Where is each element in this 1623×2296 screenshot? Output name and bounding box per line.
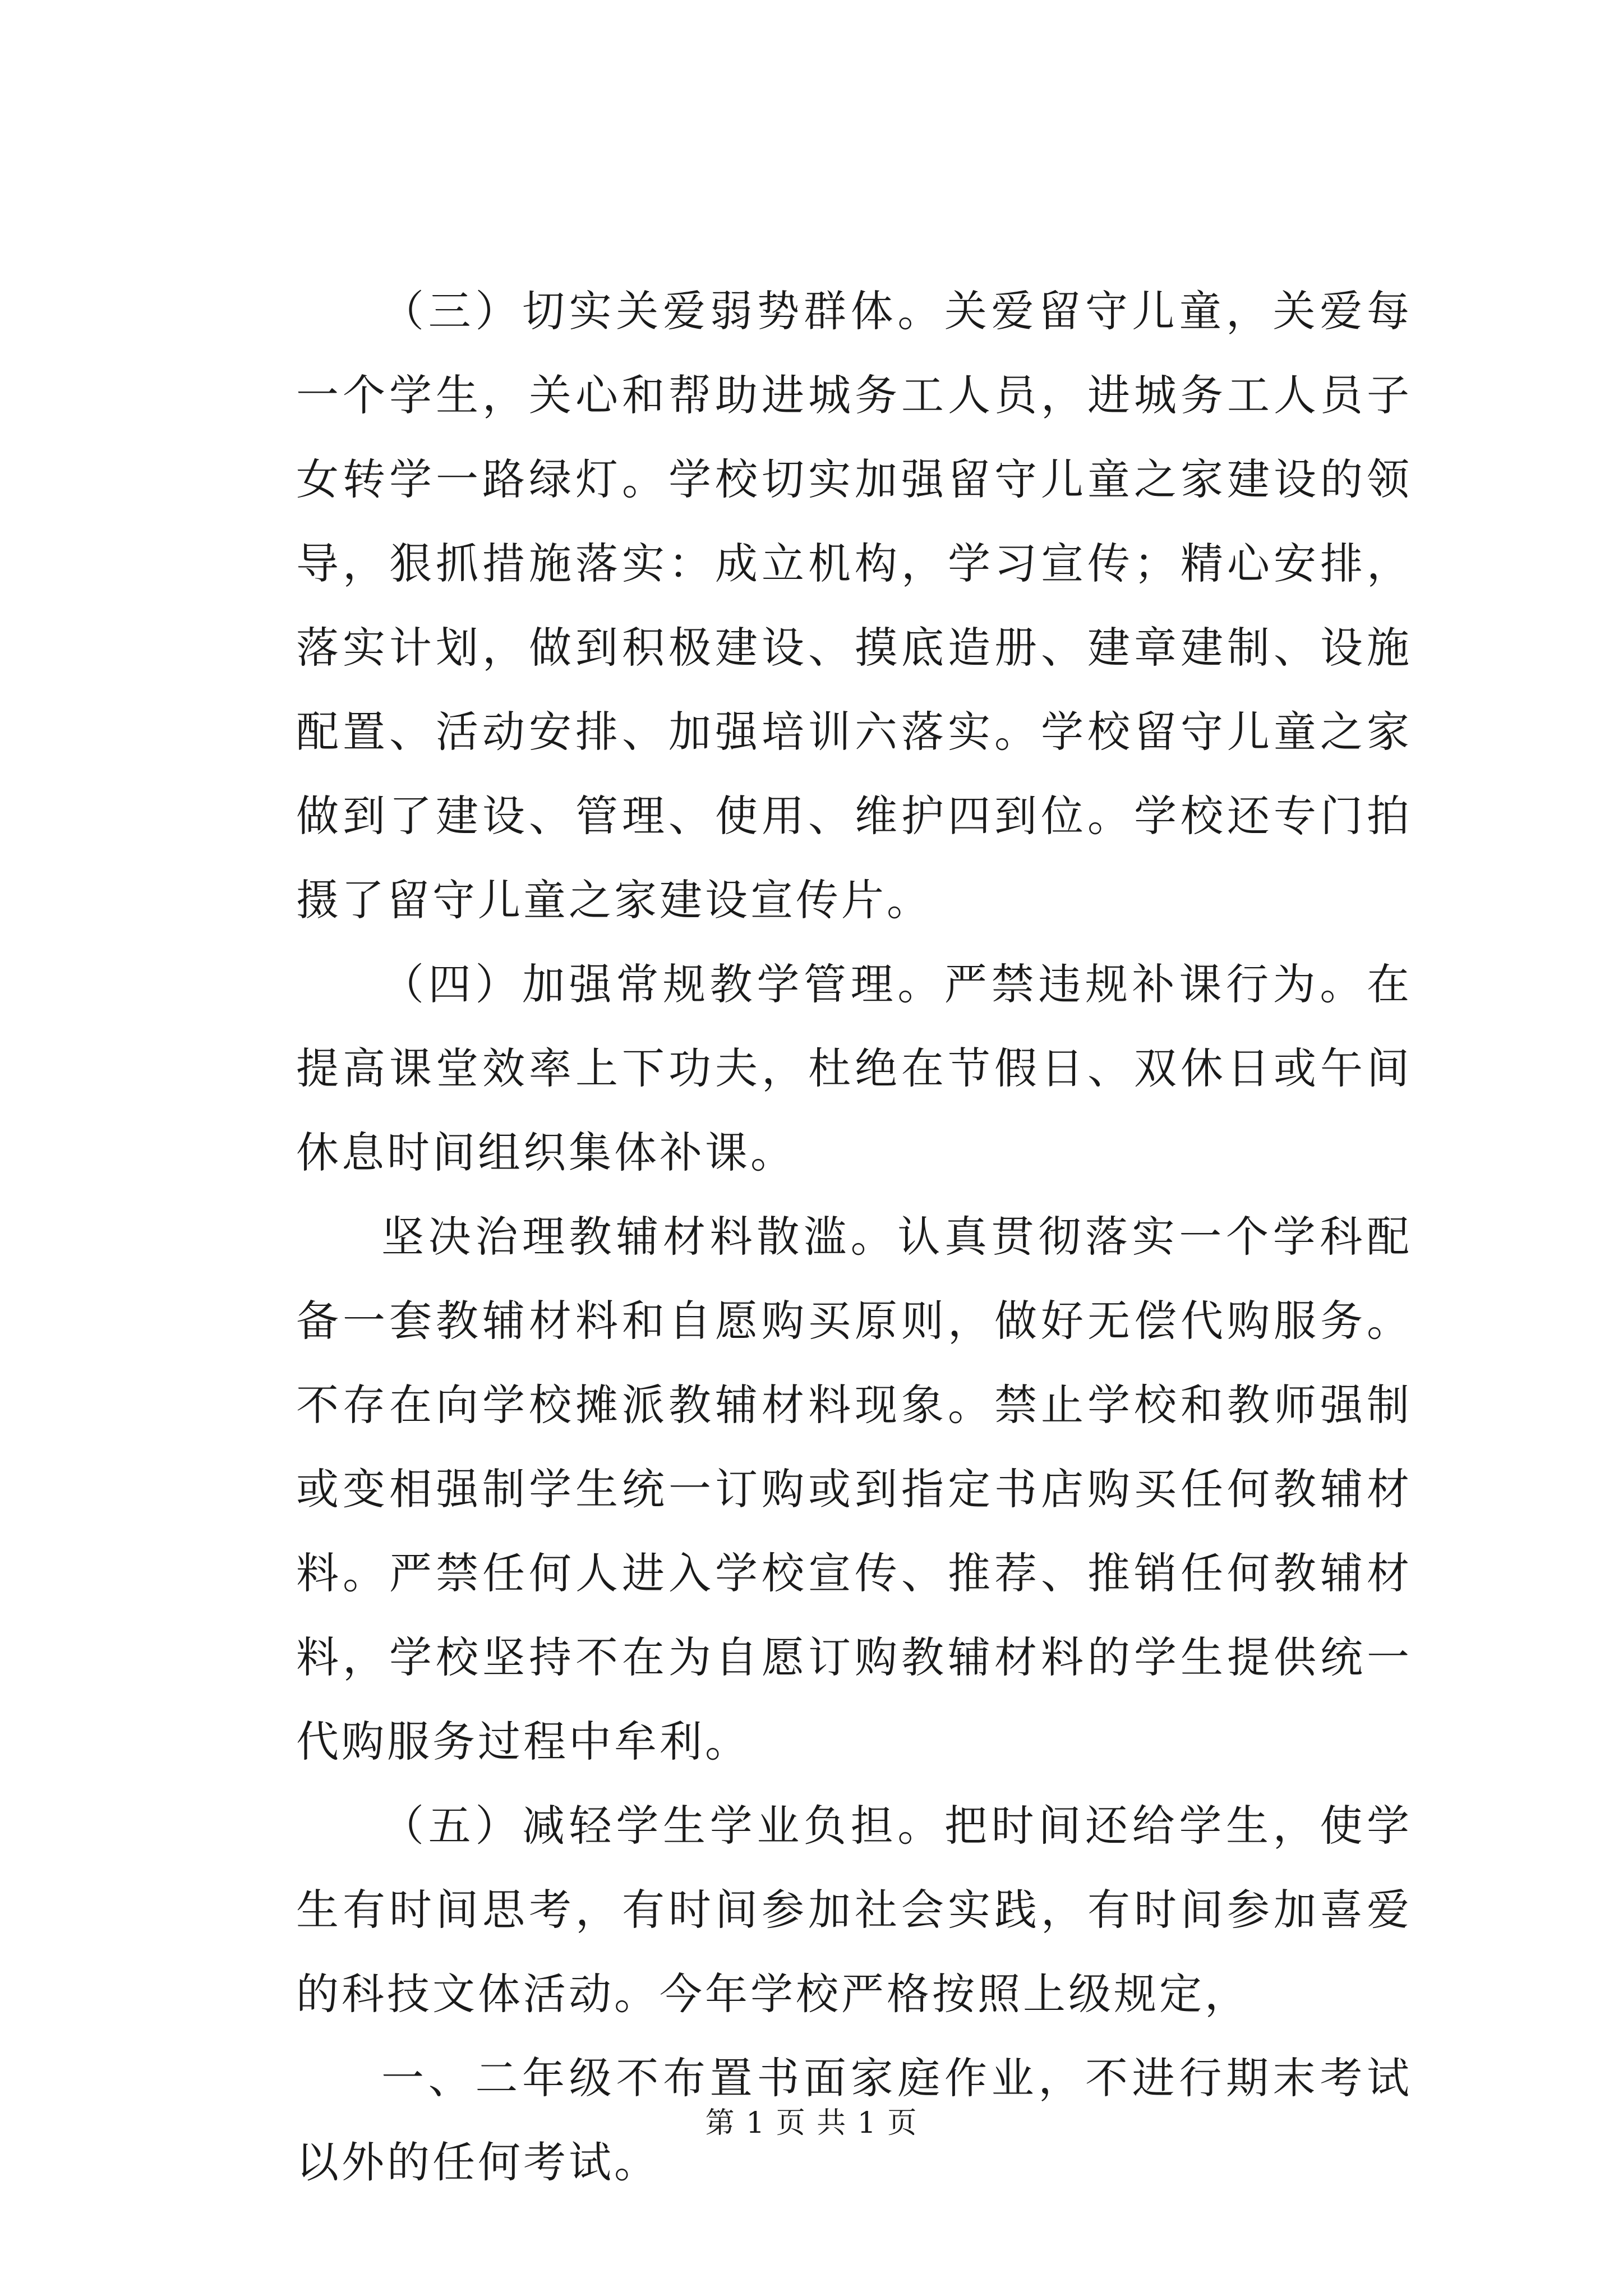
paragraph-section-three: （三）切实关爱弱势群体。关爱留守儿童，关爱每一个学生，关心和帮助进城务工人员，进城务工人员子女转学一路绿灯。学校切实加强留守儿童之家建设的领导，狠抓措施落实：成立机构，学习宣传；精心安排，落实计划，做到积极建设、摸底造册、建章建制、设施配置、活动安排、加强培训六落实。学校留守儿童之家做到了建设、管理、使用、维护四到位。学校还专门拍摄了留守儿童之家建设宣传片。	[296, 286, 1412, 925]
page-number-footer: 第 1 页 共 1 页	[705, 2106, 918, 2140]
paragraph-section-five: （五）减轻学生学业负担。把时间还给学生，使学生有时间思考，有时间参加社会实践，有时间参加喜爱的科技文体活动。今年学校严格按照上级规定，	[296, 1801, 1412, 2019]
paragraph-grades-one-two: 一、二年级不布置书面家庭作业，不进行期末考试以外的任何考试。	[296, 2053, 1412, 2187]
document-body	[296, 269, 1412, 2205]
paragraph-section-four: （四）加强常规教学管理。严禁违规补课行为。在提高课堂效率上下功夫，杜绝在节假日、双休日或午间休息时间组织集体补课。	[296, 959, 1412, 1177]
paragraph-teaching-materials: 坚决治理教辅材料散滥。认真贯彻落实一个学科配备一套教辅材料和自愿购买原则，做好无偿代购服务。不存在向学校摊派教辅材料现象。禁止学校和教师强制或变相强制学生统一订购或到指定书店购买任何教辅材料。严禁任何人进入学校宣传、推荐、推销任何教辅材料，学校坚持不在为自愿订购教辅材料的学生提供统一代购服务过程中牟利。	[296, 1212, 1412, 1766]
